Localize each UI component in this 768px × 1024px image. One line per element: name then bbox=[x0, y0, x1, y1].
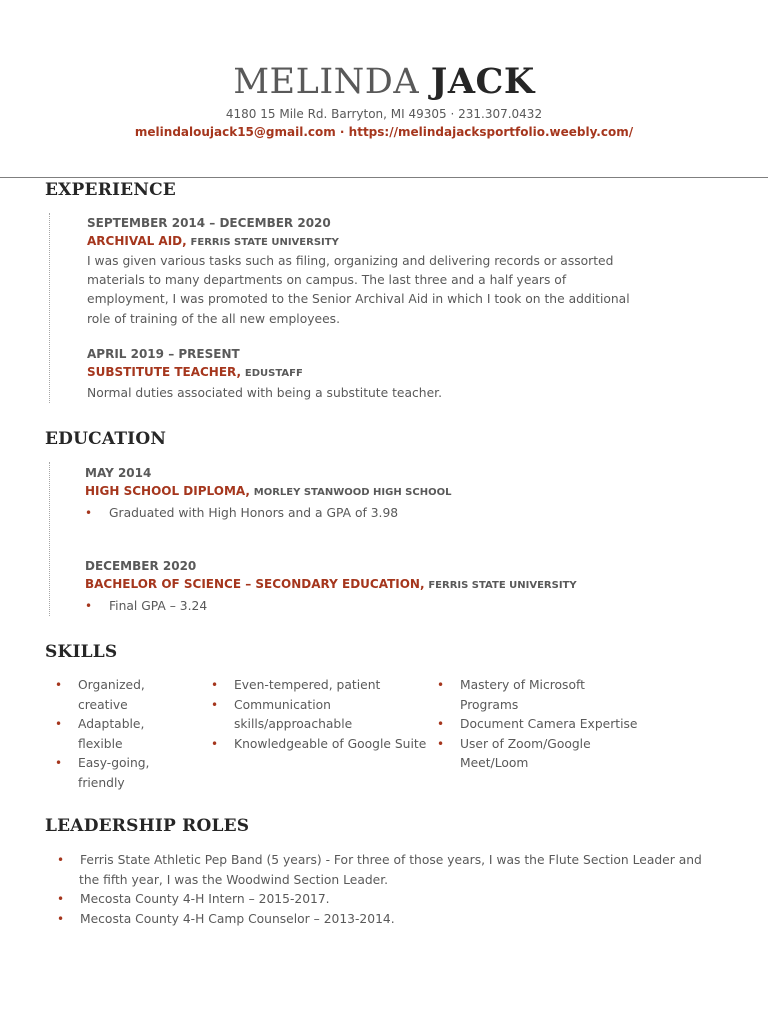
entry-role bbox=[85, 482, 645, 502]
education-entry bbox=[85, 557, 645, 617]
skill-item: • Communication skills/approachable bbox=[211, 697, 353, 731]
entry-description bbox=[87, 384, 647, 403]
bullet-icon: • bbox=[437, 717, 445, 731]
entry-bullets bbox=[85, 504, 645, 524]
role-title: SUBSTITUTE TEACHER, bbox=[87, 365, 242, 379]
bullet-icon: • bbox=[55, 717, 63, 731]
bullet-icon: • bbox=[211, 736, 219, 751]
role-organization: EDUSTAFF bbox=[244, 368, 303, 379]
entry-date: SEPTEMBER 2014 – DECEMBER 2020 bbox=[87, 216, 331, 230]
degree-title: HIGH SCHOOL DIPLOMA, bbox=[85, 484, 250, 498]
skill-item: • Easy-going, friendly bbox=[55, 756, 150, 790]
skills-column-1 bbox=[55, 676, 195, 793]
skill-item: • Mastery of Microsoft Programs bbox=[437, 678, 585, 712]
bullet-icon: • bbox=[211, 697, 219, 712]
entry-date: DECEMBER 2020 bbox=[85, 559, 197, 573]
bullet-icon: • bbox=[55, 678, 63, 692]
school-name: FERRIS STATE UNIVERSITY bbox=[428, 580, 577, 591]
leadership-heading: LEADERSHIP ROLES bbox=[45, 816, 250, 836]
description-line: I was given various tasks such as filing, organizing and delivering records or assorted bbox=[87, 254, 614, 268]
bullet-icon: • bbox=[57, 853, 65, 867]
list-item: • Graduated with High Honors and a GPA of 3.98 bbox=[85, 504, 645, 524]
skill-item: • Adaptable, flexible bbox=[55, 717, 145, 751]
role-title: ARCHIVAL AID, bbox=[87, 234, 187, 248]
education-timeline bbox=[49, 462, 50, 616]
description-line: Normal duties associated with being a substitute teacher. bbox=[87, 386, 442, 400]
leadership-item: • Mecosta County 4-H Camp Counselor – 2013-2014. bbox=[57, 910, 717, 930]
bullet-icon: • bbox=[85, 506, 93, 520]
skills-heading: SKILLS bbox=[45, 642, 118, 662]
entry-role bbox=[87, 363, 647, 383]
first-name: MELINDA bbox=[233, 62, 420, 102]
bullet-icon: • bbox=[437, 736, 445, 751]
last-name: JACK bbox=[430, 61, 535, 102]
skill-item: • User of Zoom/Google Meet/Loom bbox=[437, 736, 591, 770]
header-divider bbox=[0, 177, 768, 178]
education-heading: EDUCATION bbox=[45, 429, 167, 449]
description-line: employment, I was promoted to the Senior Archival Aid in which I took on the additional bbox=[87, 292, 630, 307]
entry-description bbox=[87, 252, 647, 329]
skills-column-3 bbox=[437, 676, 657, 774]
skill-item: • Knowledgeable of Google Suite bbox=[211, 735, 436, 755]
entry-date: APRIL 2019 – PRESENT bbox=[87, 347, 240, 361]
school-name: MORLEY STANWOOD HIGH SCHOOL bbox=[253, 487, 452, 498]
bullet-icon: • bbox=[57, 911, 65, 926]
degree-title: BACHELOR OF SCIENCE – SECONDARY EDUCATION, bbox=[85, 577, 425, 591]
entry-role bbox=[87, 232, 647, 252]
leadership-item: • Mecosta County 4-H Intern – 2015-2017. bbox=[57, 890, 717, 910]
candidate-name bbox=[0, 60, 768, 104]
entry-date: MAY 2014 bbox=[85, 466, 152, 480]
role-organization: FERRIS STATE UNIVERSITY bbox=[190, 237, 339, 248]
address-phone: 4180 15 Mile Rd. Barryton, MI 49305 · 231.307.0432 bbox=[225, 107, 543, 121]
experience-heading: EXPERIENCE bbox=[45, 180, 176, 200]
education-entry bbox=[85, 464, 645, 524]
bullet-icon: • bbox=[57, 892, 65, 906]
list-item: • Final GPA – 3.24 bbox=[85, 597, 645, 617]
experience-entry bbox=[87, 214, 647, 329]
bullet-icon: • bbox=[211, 678, 219, 692]
experience-entry bbox=[87, 345, 647, 403]
skills-column-2 bbox=[211, 676, 436, 754]
bullet-icon: • bbox=[55, 756, 63, 770]
skill-item: • Even-tempered, patient bbox=[211, 676, 436, 696]
skill-item: • Organized, creative bbox=[55, 678, 145, 712]
bullet-icon: • bbox=[85, 599, 93, 613]
description-line: role of training of the all new employees. bbox=[87, 311, 340, 326]
bullet-icon: • bbox=[437, 678, 445, 692]
leadership-item: • Ferris State Athletic Pep Band (5 years) - For three of those years, I was the Flute Section Leader and the fifth year, I was the Woodwind Section Leader. bbox=[57, 853, 702, 887]
description-line: materials to many departments on campus. The last three and a half years of bbox=[87, 273, 567, 288]
entry-role bbox=[85, 575, 645, 595]
experience-timeline bbox=[49, 213, 50, 403]
resume-header bbox=[0, 60, 768, 141]
skill-item: • Document Camera Expertise bbox=[437, 715, 657, 735]
entry-bullets bbox=[85, 597, 645, 617]
email-website[interactable]: melindaloujack15@gmail.com · https://melindajacksportfolio.weebly.com/ bbox=[134, 125, 634, 139]
leadership-list bbox=[57, 851, 717, 929]
